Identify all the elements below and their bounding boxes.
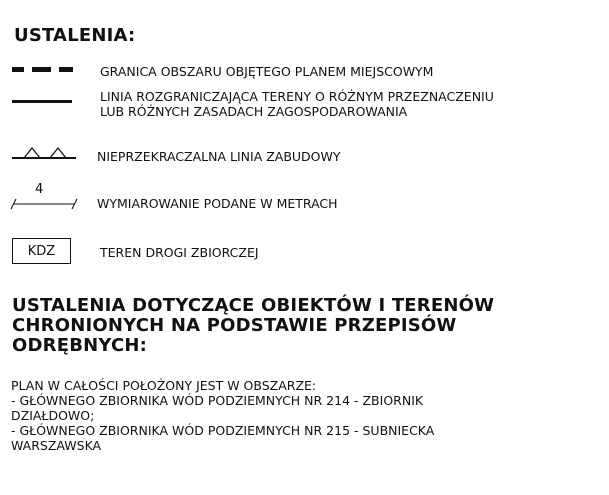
building-line-triangles-icon: [12, 144, 78, 162]
legend-dividing-line-label-line1: LINIA ROZGRANICZAJĄCA TERENY O RÓŻNYM PRZEZNACZENIU: [100, 89, 494, 104]
solid-dividing-line-icon: [12, 98, 74, 106]
kdz-symbol-box: [12, 238, 71, 264]
heading2-line3: ODRĘBNYCH:: [12, 335, 148, 356]
note-line: - GŁÓWNEGO ZBIORNIKA WÓD PODZIEMNYCH NR 215 - SUBNIECKA: [11, 423, 435, 438]
legend-building-line-label: NIEPRZEKRACZALNA LINIA ZABUDOWY: [97, 149, 341, 164]
legend-dividing-line-label-line2: LUB RÓŻNYCH ZASADACH ZAGOSPODAROWANIA: [100, 104, 408, 119]
legend-kdz-label: TEREN DROGI ZBIORCZEJ: [100, 245, 259, 260]
note-line: PLAN W CAŁOŚCI POŁOŻONY JEST W OBSZARZE:: [11, 378, 317, 393]
notes-block: [11, 378, 434, 453]
section-heading-ustalenia: USTALENIA:: [14, 25, 136, 46]
heading2-line2: CHRONIONYCH NA PODSTAWIE PRZEPISÓW: [12, 315, 457, 336]
legend-dividing-line-label: [100, 89, 494, 119]
dimension-value: 4: [35, 182, 44, 197]
section-heading-protected-objects: [12, 296, 494, 356]
legend-dimension-label: WYMIAROWANIE PODANE W METRACH: [97, 196, 338, 211]
note-line: DZIAŁDOWO;: [11, 408, 95, 423]
note-line: - GŁÓWNEGO ZBIORNIKA WÓD PODZIEMNYCH NR 214 - ZBIORNIK: [11, 393, 424, 408]
dimension-line-icon: [10, 183, 78, 213]
heading2-line1: USTALENIA DOTYCZĄCE OBIEKTÓW I TERENÓW: [12, 295, 495, 316]
kdz-code: KDZ: [27, 243, 56, 259]
legend-boundary-label: GRANICA OBSZARU OBJĘTEGO PLANEM MIEJSCOWYM: [100, 64, 434, 79]
dashed-boundary-line-icon: [12, 64, 74, 76]
note-line: WARSZAWSKA: [11, 438, 102, 453]
